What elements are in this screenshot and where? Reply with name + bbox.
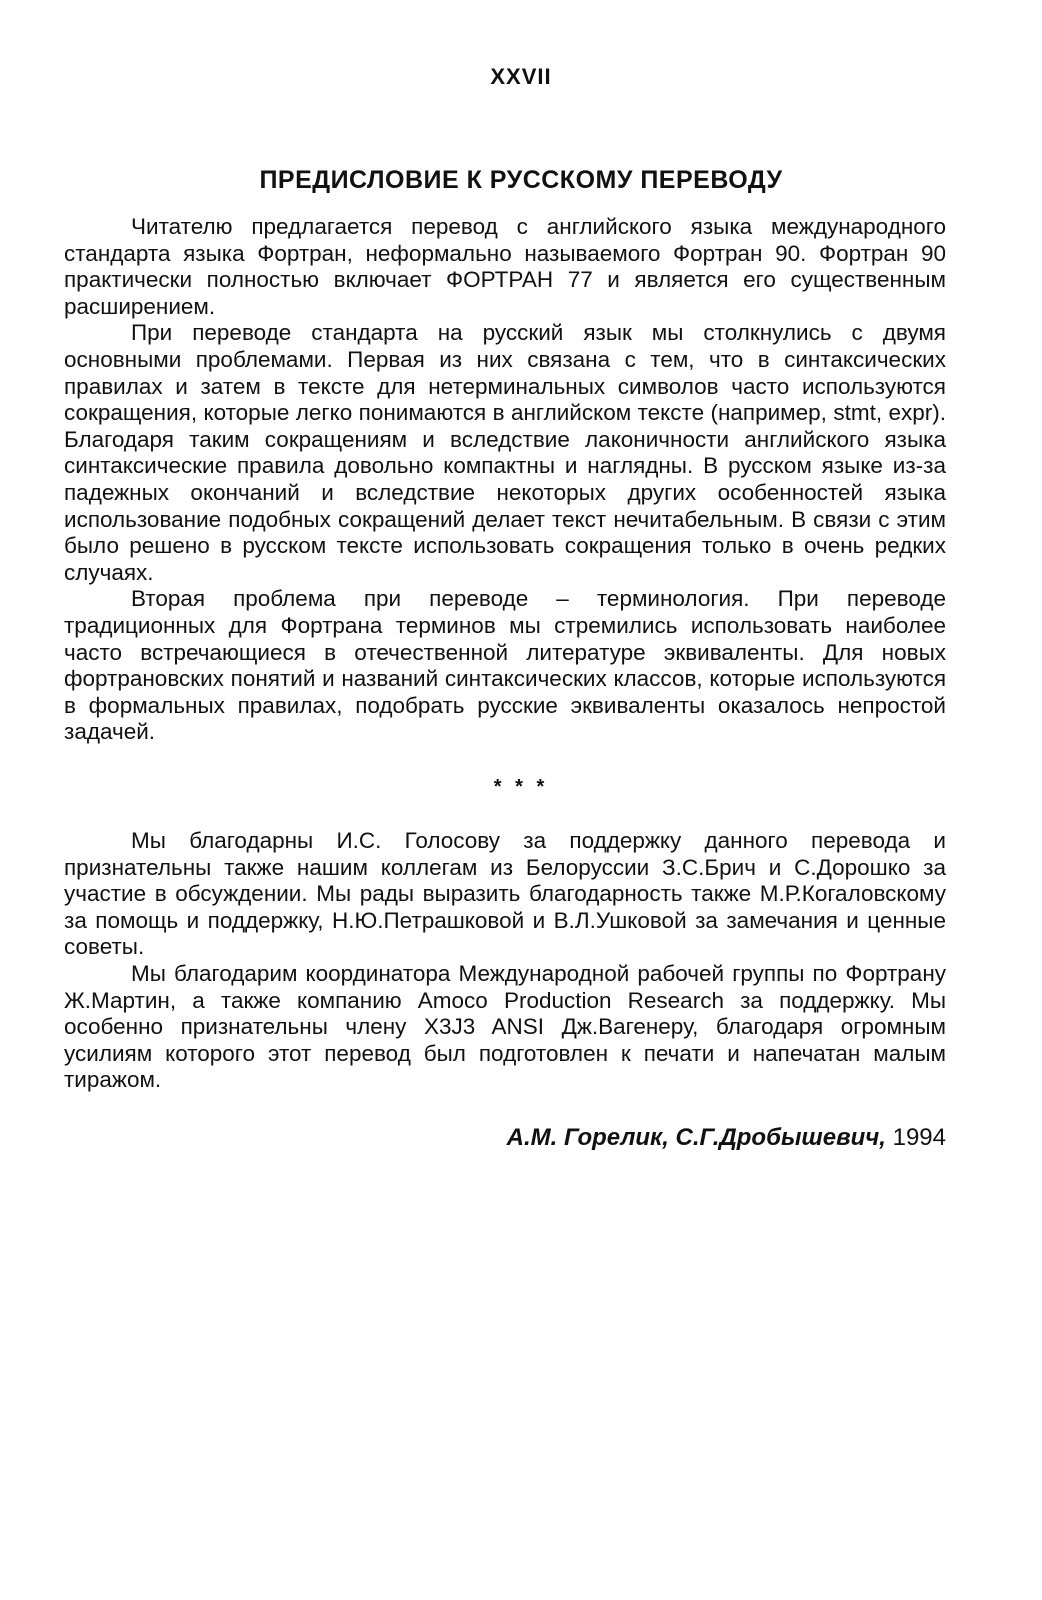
paragraph-thanks-colleagues: Мы благодарны И.С. Голосову за поддержку данного перевода и признательны также нашим коллегам из Белоруссии З.С.Брич и С.Дорошко за участие в обсуждении. Мы рады выразить благодарность также М.Р.Когаловскому за помощь и поддержку, Н.Ю.Петрашковой и В.Л.Ушковой за замечания и ценные советы. (64, 828, 946, 960)
signature-authors: А.М. Горелик, С.Г.Дробышевич, (506, 1124, 886, 1151)
preface-section (64, 214, 946, 746)
signature (507, 1124, 946, 1152)
acknowledgements-section (64, 828, 946, 1094)
paragraph-problem-abbreviations: При переводе стандарта на русский язык мы столкнулись с двумя основными проблемами. Первая из них связана с тем, что в синтаксических правилах и затем в тексте для нетерминальных символов часто используются сокращения, которые легко понимаются в английском тексте (например, stmt, expr). Благодаря таким сокращениям и вследствие лаконичности английского языка синтаксические правила довольно компактны и наглядны. В русском языке из-за падежных окончаний и вследствие некоторых других особенностей языка использование подобных сокращений делает текст нечитабельным. В связи с этим было решено в русском тексте использовать сокращения только в очень редких случаях. (64, 320, 946, 585)
page-title: ПРЕДИСЛОВИЕ К РУССКОМУ ПЕРЕВОДУ (259, 166, 783, 194)
page-number: XXVII (490, 64, 552, 89)
paragraph-problem-terminology: Вторая проблема при переводе – терминология. При переводе традиционных для Фортрана терминов мы стремились использовать наиболее часто встречающиеся в отечественной литературе эквиваленты. Для новых фортрановских понятий и названий синтаксических классов, которые используются в формальных правилах, подобрать русские эквиваленты оказалось непростой задачей. (64, 586, 946, 745)
signature-year: 1994 (892, 1124, 946, 1151)
paragraph-thanks-organizations: Мы благодарим координатора Международной рабочей группы по Фортрану Ж.Мартин, а также компанию Amoco Production Research за поддержку. Мы особенно признательны члену X3J3 ANSI Дж.Вагенеру, благодаря огромным усилиям которого этот перевод был подготовлен к печати и напечатан малым тиражом. (64, 960, 946, 1093)
section-separator: * * * (493, 776, 549, 798)
paragraph-intro: Читателю предлагается перевод с английского языка международного стандарта языка Фортран, неформально называемого Фортран 90. Фортран 90 практически полностью включает ФОРТРАН 77 и является его существенным расширением. (64, 214, 946, 319)
